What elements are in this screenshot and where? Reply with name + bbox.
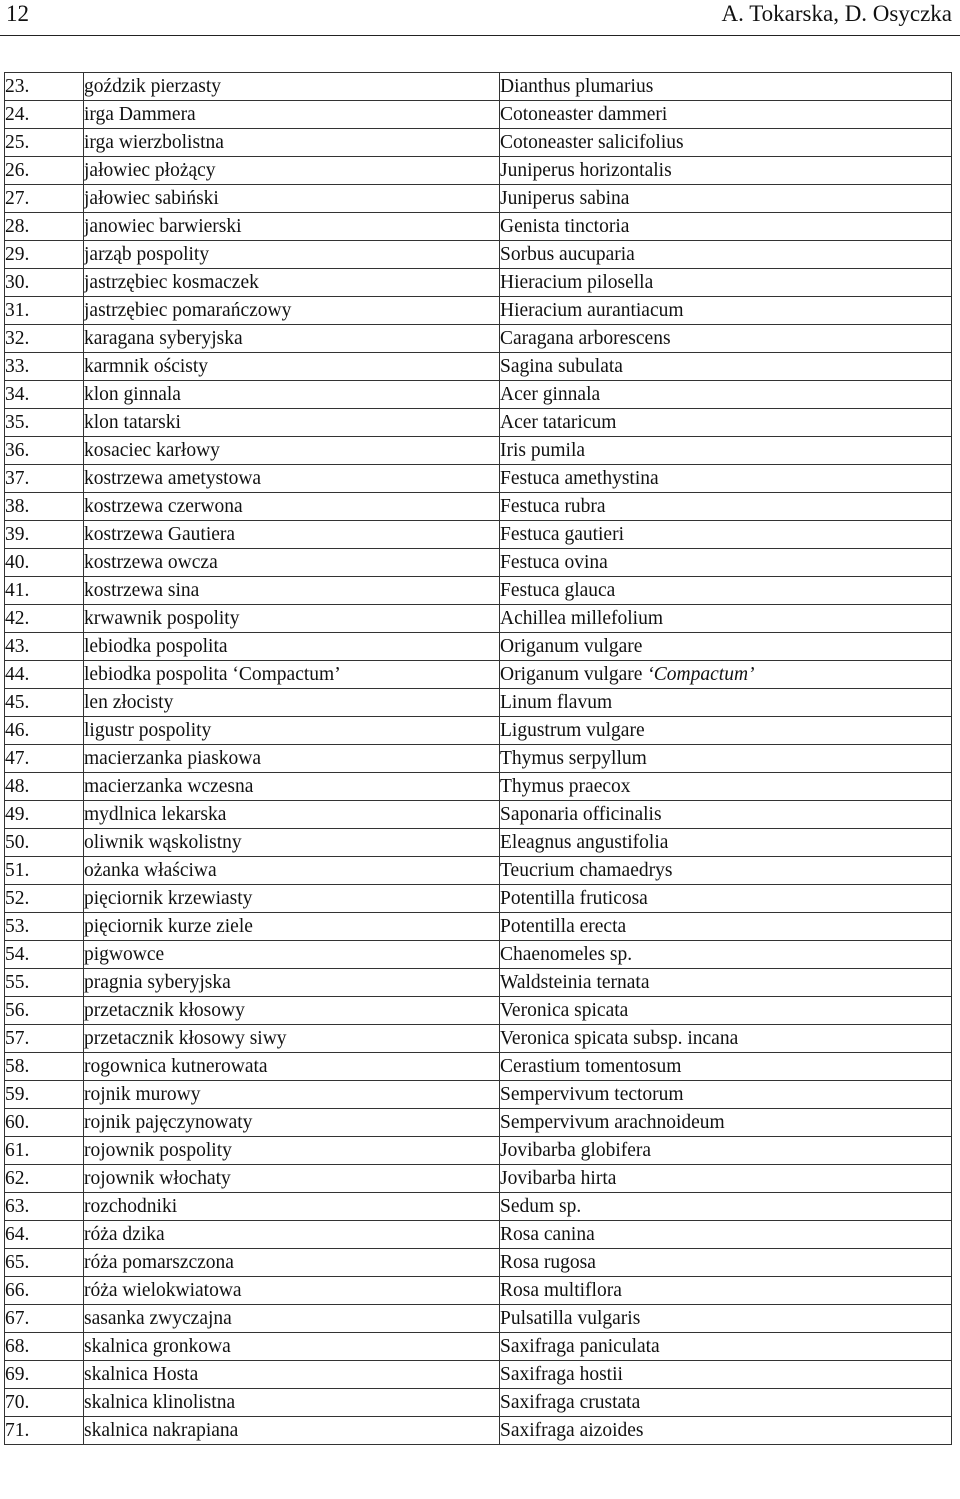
latin-name: Veronica spicata subsp. incana (500, 1028, 739, 1049)
latin-name-cell (500, 661, 952, 689)
table-row (5, 1221, 952, 1249)
polish-name: janowiec barwierski (84, 213, 500, 241)
table-row (5, 829, 952, 857)
polish-name: jałowiec płożący (84, 157, 500, 185)
latin-name-cell (500, 521, 952, 549)
row-number: 28. (5, 213, 84, 241)
table-row (5, 101, 952, 129)
polish-name: karmnik ościsty (84, 353, 500, 381)
latin-name: Festuca rubra (500, 496, 606, 517)
latin-name: Chaenomeles sp. (500, 944, 633, 965)
row-number: 49. (5, 801, 84, 829)
row-number: 70. (5, 1389, 84, 1417)
polish-name: skalnica nakrapiana (84, 1417, 500, 1445)
table-row (5, 605, 952, 633)
row-number: 30. (5, 269, 84, 297)
table-row (5, 129, 952, 157)
table-row (5, 409, 952, 437)
table-row (5, 633, 952, 661)
row-number: 55. (5, 969, 84, 997)
latin-name: Potentilla fruticosa (500, 888, 648, 909)
latin-name: Rosa rugosa (500, 1252, 596, 1273)
table-row (5, 493, 952, 521)
latin-cultivar: ‘Compactum’ (647, 664, 755, 685)
row-number: 42. (5, 605, 84, 633)
table-row (5, 857, 952, 885)
latin-name: Caragana arborescens (500, 328, 671, 349)
table-row (5, 773, 952, 801)
latin-name: Cotoneaster dammeri (500, 104, 668, 125)
latin-name-cell (500, 1193, 952, 1221)
latin-name-cell (500, 969, 952, 997)
table-row (5, 1333, 952, 1361)
table-row (5, 969, 952, 997)
latin-name: Teucrium chamaedrys (500, 860, 673, 881)
row-number: 29. (5, 241, 84, 269)
table-row (5, 745, 952, 773)
latin-name: Veronica spicata (500, 1000, 629, 1021)
latin-name-cell (500, 1165, 952, 1193)
table-row (5, 717, 952, 745)
row-number: 48. (5, 773, 84, 801)
latin-name: Linum flavum (500, 692, 613, 713)
table-row (5, 325, 952, 353)
latin-name-cell (500, 157, 952, 185)
latin-name: Sedum sp. (500, 1196, 582, 1217)
row-number: 33. (5, 353, 84, 381)
table-row (5, 1081, 952, 1109)
polish-name: sasanka zwyczajna (84, 1305, 500, 1333)
latin-name-cell (500, 829, 952, 857)
polish-name: klon tatarski (84, 409, 500, 437)
latin-name-cell (500, 1053, 952, 1081)
latin-name-cell (500, 773, 952, 801)
polish-name: skalnica Hosta (84, 1361, 500, 1389)
latin-name: Cotoneaster salicifolius (500, 132, 684, 153)
latin-name: Saponaria officinalis (500, 804, 662, 825)
polish-name: klon ginnala (84, 381, 500, 409)
polish-name: kostrzewa ametystowa (84, 465, 500, 493)
latin-name-cell (500, 465, 952, 493)
running-head-authors: A. Tokarska, D. Osyczka (721, 1, 952, 26)
polish-name: kostrzewa owcza (84, 549, 500, 577)
latin-name-cell (500, 1081, 952, 1109)
polish-name: pigwowce (84, 941, 500, 969)
polish-name: rogownica kutnerowata (84, 1053, 500, 1081)
latin-name: Saxifraga aizoides (500, 1420, 644, 1441)
row-number: 53. (5, 913, 84, 941)
latin-name: Saxifraga paniculata (500, 1336, 660, 1357)
polish-name: mydlnica lekarska (84, 801, 500, 829)
latin-name: Saxifraga hostii (500, 1364, 623, 1385)
page-header (0, 0, 960, 36)
row-number: 43. (5, 633, 84, 661)
latin-name: Hieracium aurantiacum (500, 300, 684, 321)
row-number: 47. (5, 745, 84, 773)
row-number: 32. (5, 325, 84, 353)
polish-name: przetacznik kłosowy siwy (84, 1025, 500, 1053)
latin-name-cell (500, 857, 952, 885)
row-number: 59. (5, 1081, 84, 1109)
table-row (5, 661, 952, 689)
table-row (5, 1361, 952, 1389)
table-row (5, 185, 952, 213)
row-number: 68. (5, 1333, 84, 1361)
latin-name: Achillea millefolium (500, 608, 663, 629)
table-row (5, 885, 952, 913)
latin-name-cell (500, 997, 952, 1025)
polish-name: irga Dammera (84, 101, 500, 129)
page-number: 12 (6, 1, 29, 26)
latin-name-cell (500, 493, 952, 521)
table-row (5, 269, 952, 297)
row-number: 23. (5, 73, 84, 101)
polish-name: pięciornik kurze ziele (84, 913, 500, 941)
latin-name-cell (500, 213, 952, 241)
latin-name-cell (500, 913, 952, 941)
latin-name: Pulsatilla vulgaris (500, 1308, 641, 1329)
table-row (5, 297, 952, 325)
polish-name: róża pomarszczona (84, 1249, 500, 1277)
latin-name: Thymus serpyllum (500, 748, 647, 769)
latin-name: Sempervivum tectorum (500, 1084, 684, 1105)
latin-name: Juniperus horizontalis (500, 160, 672, 181)
table-row (5, 465, 952, 493)
polish-name: róża dzika (84, 1221, 500, 1249)
latin-name-cell (500, 185, 952, 213)
latin-name-cell (500, 1361, 952, 1389)
polish-name: rojnik pajęczynowaty (84, 1109, 500, 1137)
latin-name-cell (500, 1389, 952, 1417)
latin-name: Rosa canina (500, 1224, 595, 1245)
row-number: 69. (5, 1361, 84, 1389)
table-row (5, 213, 952, 241)
row-number: 39. (5, 521, 84, 549)
latin-name: Iris pumila (500, 440, 586, 461)
latin-name: Genista tinctoria (500, 216, 630, 237)
polish-name: rojownik włochaty (84, 1165, 500, 1193)
row-number: 37. (5, 465, 84, 493)
latin-name: Saxifraga crustata (500, 1392, 641, 1413)
polish-name: macierzanka piaskowa (84, 745, 500, 773)
latin-name: Festuca ovina (500, 552, 608, 573)
latin-name-cell (500, 269, 952, 297)
latin-name: Eleagnus angustifolia (500, 832, 669, 853)
row-number: 31. (5, 297, 84, 325)
latin-name: Festuca gautieri (500, 524, 624, 545)
latin-name: Sagina subulata (500, 356, 623, 377)
polish-name: jałowiec sabiński (84, 185, 500, 213)
latin-name-cell (500, 1277, 952, 1305)
row-number: 63. (5, 1193, 84, 1221)
latin-name: Jovibarba hirta (500, 1168, 617, 1189)
latin-name: Hieracium pilosella (500, 272, 654, 293)
polish-name: jastrzębiec kosmaczek (84, 269, 500, 297)
row-number: 60. (5, 1109, 84, 1137)
latin-name: Rosa multiflora (500, 1280, 622, 1301)
polish-name: krwawnik pospolity (84, 605, 500, 633)
latin-name-cell (500, 1305, 952, 1333)
polish-name: rojnik murowy (84, 1081, 500, 1109)
polish-name: lebiodka pospolita ‘Compactum’ (84, 661, 500, 689)
table-row (5, 1249, 952, 1277)
polish-name: rozchodniki (84, 1193, 500, 1221)
row-number: 25. (5, 129, 84, 157)
polish-name: kostrzewa czerwona (84, 493, 500, 521)
latin-name-cell (500, 745, 952, 773)
latin-name-cell (500, 1417, 952, 1445)
polish-name: karagana syberyjska (84, 325, 500, 353)
latin-name: Acer ginnala (500, 384, 601, 405)
latin-name-cell (500, 297, 952, 325)
row-number: 36. (5, 437, 84, 465)
latin-name-cell (500, 885, 952, 913)
row-number: 67. (5, 1305, 84, 1333)
polish-name: róża wielokwiatowa (84, 1277, 500, 1305)
table-row (5, 1053, 952, 1081)
polish-name: kostrzewa Gautiera (84, 521, 500, 549)
row-number: 50. (5, 829, 84, 857)
table-row (5, 73, 952, 101)
latin-name: Waldsteinia ternata (500, 972, 650, 993)
latin-name-cell (500, 1221, 952, 1249)
table-row (5, 381, 952, 409)
polish-name: goździk pierzasty (84, 73, 500, 101)
table-row (5, 801, 952, 829)
latin-name: Sorbus aucuparia (500, 244, 635, 265)
latin-name-cell (500, 101, 952, 129)
latin-name-cell (500, 605, 952, 633)
table-row (5, 941, 952, 969)
table-row (5, 913, 952, 941)
table-row (5, 1277, 952, 1305)
latin-name: Cerastium tomentosum (500, 1056, 682, 1077)
latin-name: Juniperus sabina (500, 188, 630, 209)
polish-name: jarząb pospolity (84, 241, 500, 269)
row-number: 40. (5, 549, 84, 577)
latin-name-cell (500, 353, 952, 381)
table-row (5, 577, 952, 605)
table-row (5, 689, 952, 717)
row-number: 57. (5, 1025, 84, 1053)
polish-name: skalnica gronkowa (84, 1333, 500, 1361)
latin-name-cell (500, 1249, 952, 1277)
latin-name-cell (500, 325, 952, 353)
latin-name: Ligustrum vulgare (500, 720, 645, 741)
polish-name: oliwnik wąskolistny (84, 829, 500, 857)
polish-name: kostrzewa sina (84, 577, 500, 605)
row-number: 65. (5, 1249, 84, 1277)
polish-name: skalnica klinolistna (84, 1389, 500, 1417)
table-row (5, 1417, 952, 1445)
table-row (5, 549, 952, 577)
latin-name: Dianthus plumarius (500, 76, 654, 97)
row-number: 45. (5, 689, 84, 717)
latin-name: Thymus praecox (500, 776, 631, 797)
row-number: 26. (5, 157, 84, 185)
table-row (5, 521, 952, 549)
row-number: 64. (5, 1221, 84, 1249)
latin-name-cell (500, 1137, 952, 1165)
latin-name-cell (500, 689, 952, 717)
row-number: 38. (5, 493, 84, 521)
latin-name: Festuca glauca (500, 580, 616, 601)
row-number: 56. (5, 997, 84, 1025)
species-table (4, 72, 952, 1445)
latin-name-cell (500, 941, 952, 969)
polish-name: kosaciec karłowy (84, 437, 500, 465)
row-number: 27. (5, 185, 84, 213)
table-row (5, 997, 952, 1025)
polish-name: len złocisty (84, 689, 500, 717)
table-row (5, 241, 952, 269)
latin-name-cell (500, 1109, 952, 1137)
latin-name-cell (500, 801, 952, 829)
polish-name: lebiodka pospolita (84, 633, 500, 661)
latin-name: Potentilla erecta (500, 916, 627, 937)
table-row (5, 1305, 952, 1333)
species-table-body (5, 73, 952, 1445)
latin-name: Sempervivum arachnoideum (500, 1112, 725, 1133)
latin-name-cell (500, 241, 952, 269)
polish-name: przetacznik kłosowy (84, 997, 500, 1025)
row-number: 52. (5, 885, 84, 913)
latin-name-cell (500, 129, 952, 157)
row-number: 35. (5, 409, 84, 437)
polish-name: pięciornik krzewiasty (84, 885, 500, 913)
latin-name: Festuca amethystina (500, 468, 659, 489)
latin-name-cell (500, 717, 952, 745)
latin-name: Acer tataricum (500, 412, 617, 433)
row-number: 34. (5, 381, 84, 409)
table-row (5, 157, 952, 185)
polish-name: macierzanka wczesna (84, 773, 500, 801)
table-row (5, 1389, 952, 1417)
table-row (5, 1109, 952, 1137)
polish-name: ligustr pospolity (84, 717, 500, 745)
polish-name: irga wierzbolistna (84, 129, 500, 157)
latin-name-cell (500, 409, 952, 437)
polish-name: jastrzębiec pomarańczowy (84, 297, 500, 325)
latin-name-cell (500, 73, 952, 101)
latin-name-cell (500, 549, 952, 577)
table-row (5, 1025, 952, 1053)
latin-name-cell (500, 1025, 952, 1053)
latin-name-cell (500, 437, 952, 465)
row-number: 51. (5, 857, 84, 885)
table-row (5, 353, 952, 381)
table-row (5, 1193, 952, 1221)
row-number: 41. (5, 577, 84, 605)
row-number: 44. (5, 661, 84, 689)
row-number: 46. (5, 717, 84, 745)
row-number: 24. (5, 101, 84, 129)
polish-name: ożanka właściwa (84, 857, 500, 885)
polish-name: pragnia syberyjska (84, 969, 500, 997)
row-number: 62. (5, 1165, 84, 1193)
latin-name: Origanum vulgare (500, 664, 643, 685)
table-row (5, 437, 952, 465)
table-row (5, 1137, 952, 1165)
polish-name: rojownik pospolity (84, 1137, 500, 1165)
latin-name-cell (500, 381, 952, 409)
row-number: 61. (5, 1137, 84, 1165)
latin-name-cell (500, 577, 952, 605)
latin-name-cell (500, 633, 952, 661)
latin-name: Origanum vulgare (500, 636, 643, 657)
latin-name: Jovibarba globifera (500, 1140, 652, 1161)
table-row (5, 1165, 952, 1193)
row-number: 71. (5, 1417, 84, 1445)
latin-name-cell (500, 1333, 952, 1361)
row-number: 58. (5, 1053, 84, 1081)
row-number: 66. (5, 1277, 84, 1305)
row-number: 54. (5, 941, 84, 969)
